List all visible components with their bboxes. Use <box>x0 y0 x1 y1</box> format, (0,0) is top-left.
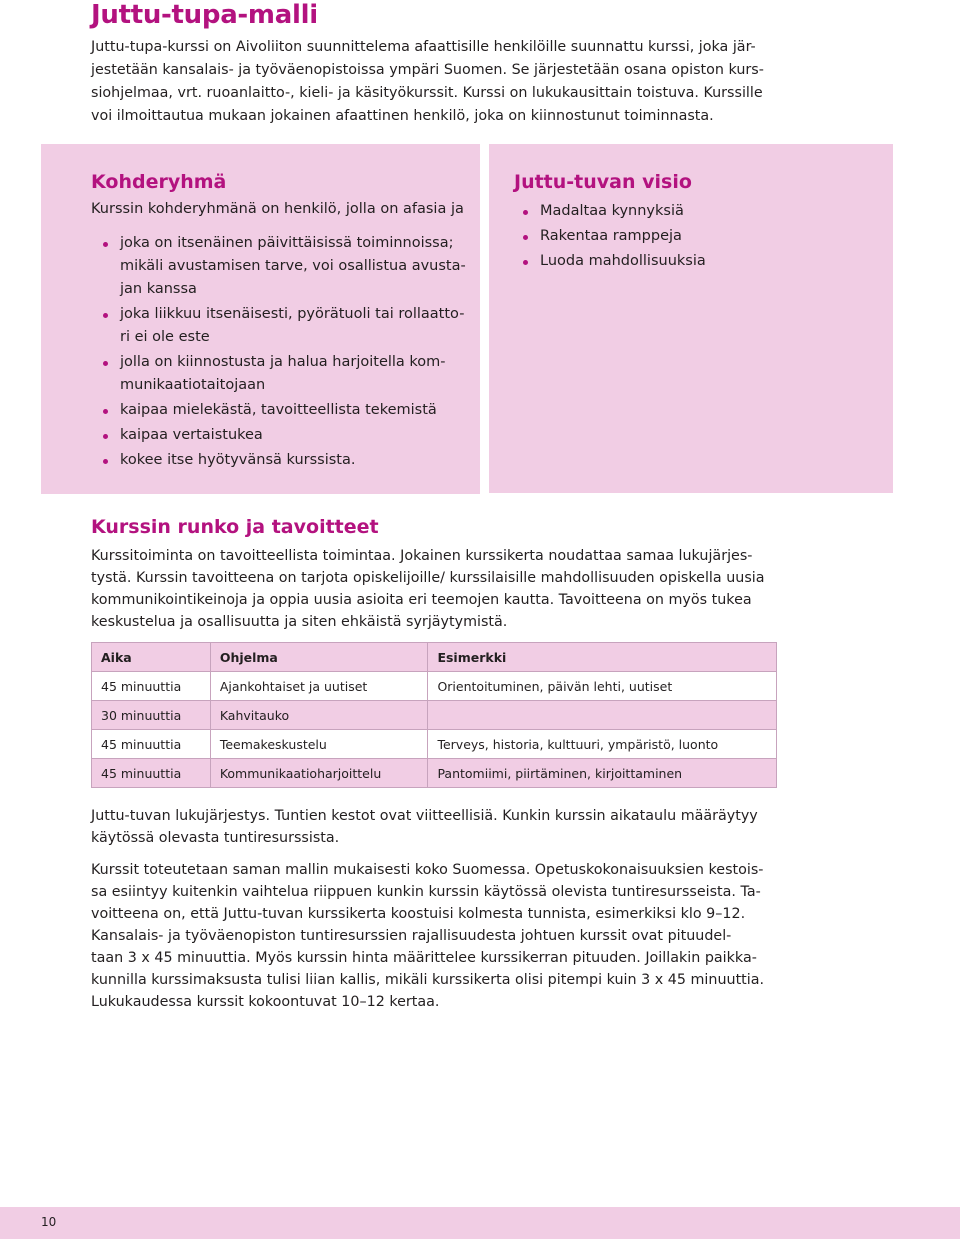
table-cell: 45 minuuttia <box>92 730 211 759</box>
paragraph-line: keskustelua ja osallisuutta ja siten ehkäistä syrjäytymistä. <box>91 614 508 630</box>
list-item <box>99 232 479 301</box>
list-item <box>519 200 859 223</box>
paragraph-line: kommunikointikeinoja ja oppia uusia asioita eri teemojen kautta. Tavoitteena on myös tukea <box>91 592 752 608</box>
intro-paragraph <box>91 36 791 128</box>
paragraph-line: kunnilla kurssimaksusta tulisi liian kallis, mikäli kurssikerta olisi pitempi kuin 3 x 45 minuuttia. <box>91 972 765 988</box>
list-item <box>519 250 859 273</box>
list-item <box>99 424 479 447</box>
bullet-icon <box>103 313 108 318</box>
structure-paragraph <box>91 545 791 633</box>
table-row <box>92 759 777 788</box>
list-item-label: Rakentaa ramppeja <box>540 228 682 244</box>
bullet-icon <box>103 409 108 414</box>
list-item <box>99 399 479 422</box>
table-cell <box>428 701 777 730</box>
table-cell: 45 minuuttia <box>92 672 211 701</box>
bullet-icon <box>103 434 108 439</box>
list-item-line: ri ei ole este <box>120 329 210 345</box>
table-row <box>92 730 777 759</box>
target-group-list <box>99 232 479 474</box>
list-item-line: joka liikkuu itsenäisesti, pyörätuoli tai rollaatto- <box>120 306 465 322</box>
list-item-line: kokee itse hyötyvänsä kurssista. <box>120 452 356 468</box>
table-header-row <box>92 643 777 672</box>
paragraph-line: Kurssit toteutetaan saman mallin mukaisesti koko Suomessa. Opetuskokonaisuuksien kestois- <box>91 862 764 878</box>
table-cell: Kommunikaatioharjoittelu <box>210 759 428 788</box>
list-item-line: kaipaa vertaistukea <box>120 427 263 443</box>
paragraph-line: voitteena on, että Juttu-tuvan kurssikerta koostuisi kolmesta tunnista, esimerkiksi klo 9–12. <box>91 906 746 922</box>
list-item-line: jan kanssa <box>120 281 197 297</box>
table-cell: Terveys, historia, kulttuuri, ympäristö, luonto <box>428 730 777 759</box>
bullet-icon <box>103 459 108 464</box>
paragraph-line: käytössä olevasta tuntiresurssista. <box>91 830 340 846</box>
structure-heading: Kurssin runko ja tavoitteet <box>91 516 379 538</box>
column-header: Esimerkki <box>428 643 777 672</box>
target-group-lead: Kurssin kohderyhmänä on henkilö, jolla on afasia ja <box>91 201 464 217</box>
list-item-label: Luoda mahdollisuuksia <box>540 253 706 269</box>
intro-line: voi ilmoittautua mukaan jokainen afaattinen henkilö, joka on kiinnostunut toiminnasta. <box>91 108 714 124</box>
list-item-line: munikaatiotaitojaan <box>120 377 266 393</box>
table-cell: 45 minuuttia <box>92 759 211 788</box>
list-item-line: joka on itsenäinen päivittäisissä toiminnoissa; <box>120 235 454 251</box>
bullet-icon <box>523 210 528 215</box>
table-cell: Orientoituminen, päivän lehti, uutiset <box>428 672 777 701</box>
table-cell: 30 minuuttia <box>92 701 211 730</box>
table-cell: Teemakeskustelu <box>210 730 428 759</box>
list-item <box>99 303 479 349</box>
list-item <box>99 351 479 397</box>
table-cell: Ajankohtaiset ja uutiset <box>210 672 428 701</box>
intro-line: Juttu-tupa-kurssi on Aivoliiton suunnittelema afaattisille henkilöille suunnattu kurssi, joka jär- <box>91 39 756 55</box>
list-item-line: mikäli avustamisen tarve, voi osallistua avusta- <box>120 258 466 274</box>
bullet-icon <box>523 235 528 240</box>
vision-list <box>519 200 859 275</box>
paragraph-line: taan 3 x 45 minuuttia. Myös kurssin hinta määrittelee kurssikerran pituuden. Joillakin paikka- <box>91 950 757 966</box>
bullet-icon <box>103 361 108 366</box>
closing-paragraph <box>91 859 791 1013</box>
paragraph-line: Juttu-tuvan lukujärjestys. Tuntien kestot ovat viitteellisiä. Kunkin kurssin aikataulu määräytyy <box>91 808 758 824</box>
paragraph-line: Kurssitoiminta on tavoitteellista toimintaa. Jokainen kurssikerta noudattaa samaa lukujärjes- <box>91 548 753 564</box>
bullet-icon <box>103 242 108 247</box>
page-number: 10 <box>41 1215 57 1229</box>
schedule-table <box>91 642 777 788</box>
paragraph-line: Kansalais- ja työväenopiston tuntiresurssien rajallisuudesta johtuen kurssit ovat pituudel- <box>91 928 732 944</box>
list-item <box>99 449 479 472</box>
list-item-line: kaipaa mielekästä, tavoitteellista tekemistä <box>120 402 437 418</box>
column-header: Ohjelma <box>210 643 428 672</box>
target-group-heading: Kohderyhmä <box>91 171 227 193</box>
list-item-label: Madaltaa kynnyksiä <box>540 203 684 219</box>
page-title: Juttu-tupa-malli <box>91 0 318 30</box>
table-cell: Pantomiimi, piirtäminen, kirjoittaminen <box>428 759 777 788</box>
vision-box <box>489 144 893 493</box>
column-header: Aika <box>92 643 211 672</box>
intro-line: jestetään kansalais- ja työväenopistoissa ympäri Suomen. Se järjestetään osana opiston kurs- <box>91 62 764 78</box>
table-caption <box>91 805 791 849</box>
target-group-box <box>41 144 480 494</box>
table-row <box>92 701 777 730</box>
table-cell: Kahvitauko <box>210 701 428 730</box>
paragraph-line: tystä. Kurssin tavoitteena on tarjota opiskelijoille/ kurssilaisille mahdollisuuden opiskella uusia <box>91 570 765 586</box>
paragraph-line: Lukukaudessa kurssit kokoontuvat 10–12 kertaa. <box>91 994 440 1010</box>
list-item <box>519 225 859 248</box>
bullet-icon <box>523 260 528 265</box>
paragraph-line: sa esiintyy kuitenkin vaihtelua riippuen kunkin kurssin käytössä olevista tuntiresursseista. Ta- <box>91 884 761 900</box>
page-footer <box>0 1207 960 1239</box>
vision-heading: Juttu-tuvan visio <box>514 171 692 193</box>
list-item-line: jolla on kiinnostusta ja halua harjoitella kom- <box>120 354 446 370</box>
intro-line: siohjelmaa, vrt. ruoanlaitto-, kieli- ja käsityökurssit. Kurssi on lukukausittain toistuva. Kurssille <box>91 85 763 101</box>
table-row <box>92 672 777 701</box>
